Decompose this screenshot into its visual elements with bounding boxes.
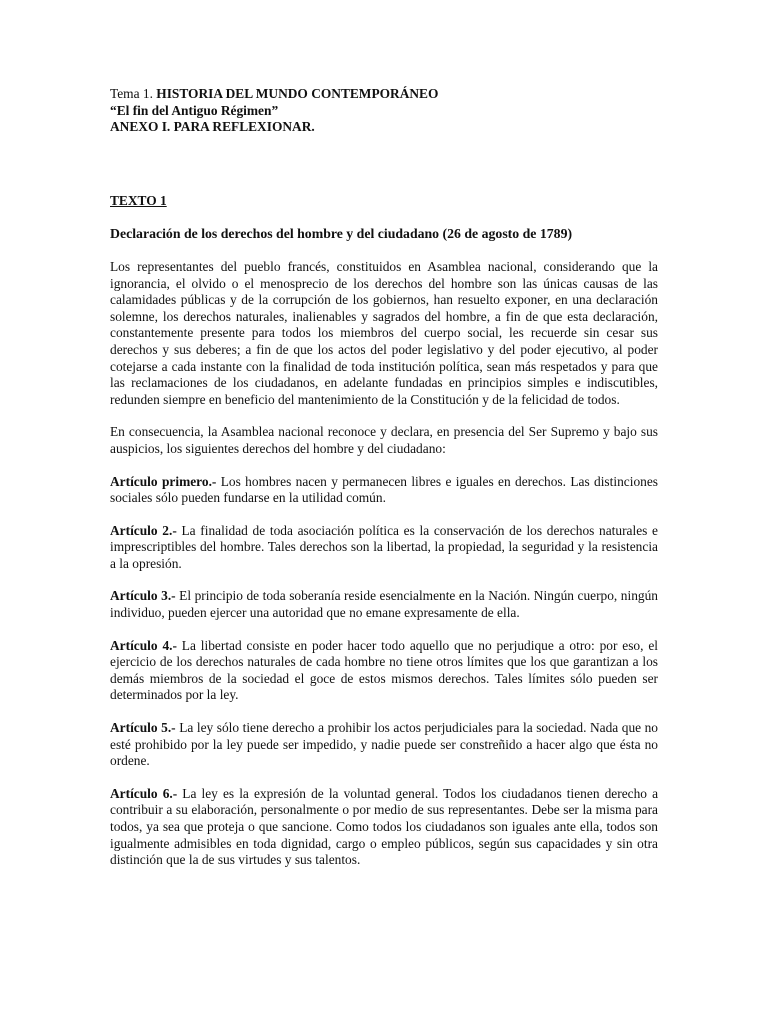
article-label: Artículo 3.- xyxy=(110,588,176,604)
article-label: Artículo 4.- xyxy=(110,637,177,653)
document-page xyxy=(110,86,658,869)
tema-prefix: Tema 1. xyxy=(110,86,153,101)
preamble-paragraph: Los representantes del pueblo francés, constituidos en Asamblea nacional, considerando que la ignorancia, el olvido o el menosprecio de los derechos del hombre son las únicas causas de las calamidades públicas y de la corrupción de los gobiernos, han resuelto exponer, en una declaración solemne, los derechos naturales, inalienables y sagrados del hombre, a fin de que esta declaración, constantemente presente para todos los miembros del cuerpo social, les recuerde sin cesar sus derechos y sus deberes; a fin de que los actos del poder legislativo y del poder ejecutivo, al poder cotejarse a cada instante con la finalidad de toda institución política, sean más respetados y para que las reclamaciones de los ciudadanos, en adelante fundadas en principios simples e indiscutibles, redunden siempre en beneficio del mantenimiento de la Constitución y de la felicidad de todos. xyxy=(110,258,658,407)
texto-label: TEXTO 1 xyxy=(110,192,167,208)
declaration-title: Declaración de los derechos del hombre y del ciudadano (26 de agosto de 1789) xyxy=(110,226,573,242)
article-2 xyxy=(110,523,658,573)
article-label: Artículo primero.- xyxy=(110,473,217,489)
article-text: La libertad consiste en poder hacer todo aquello que no perjudique a otro: por eso, el ejercicio de los derechos naturales de cada hombre no tiene otros límites que los que garantizan a los demás miembros de la sociedad el goce de estos mismos derechos. Tales límites sólo pueden ser determinados por la ley. xyxy=(110,637,658,703)
article-label: Artículo 5.- xyxy=(110,720,176,736)
article-text: La ley es la expresión de la voluntad general. Todos los ciudadanos tienen derecho a contribuir a su elaboración, personalmente o por medio de sus representantes. Debe ser la misma para todos, ya sea que proteja o que sancione. Como todos los ciudadanos son iguales ante ella, todos son igualmente admisibles en toda dignidad, cargo o empleo públicos, según sus capacidades y sin otra distinción que la de sus virtudes y sus talentos. xyxy=(110,785,659,868)
annex-heading: ANEXO I. PARA REFLEXIONAR. xyxy=(110,119,315,135)
article-text: Los hombres nacen y permanecen libres e iguales en derechos. Las distinciones sociales sólo pueden fundarse en la utilidad común. xyxy=(110,473,658,506)
subtitle: “El fin del Antiguo Régimen” xyxy=(110,102,279,118)
article-4 xyxy=(110,638,658,704)
article-label: Artículo 2.- xyxy=(110,522,177,538)
article-1 xyxy=(110,474,658,507)
article-text: El principio de toda soberanía reside esencialmente en la Nación. Ningún cuerpo, ningún individuo, pueden ejercer una autoridad que no emane expresamente de ella. xyxy=(110,588,659,621)
article-6 xyxy=(110,786,658,869)
article-text: La finalidad de toda asociación política es la conservación de los derechos naturales e imprescriptibles del hombre. Tales derechos son la libertad, la propiedad, la seguridad y la resistencia a la opresión. xyxy=(110,522,658,571)
article-label: Artículo 6.- xyxy=(110,785,178,801)
consequence-paragraph: En consecuencia, la Asamblea nacional reconoce y declara, en presencia del Ser Supremo y bajo sus auspicios, los siguientes derechos del hombre y del ciudadano: xyxy=(110,424,658,456)
article-3 xyxy=(110,588,658,621)
article-text: La ley sólo tiene derecho a prohibir los actos perjudiciales para la sociedad. Nada que no esté prohibido por la ley puede ser impedido, y nadie puede ser constreñido a hacer algo que ésta no ordene. xyxy=(110,720,659,769)
article-5 xyxy=(110,720,658,770)
tema-title: HISTORIA DEL MUNDO CONTEMPORÁNEO xyxy=(156,86,439,101)
tema-heading xyxy=(110,86,658,103)
